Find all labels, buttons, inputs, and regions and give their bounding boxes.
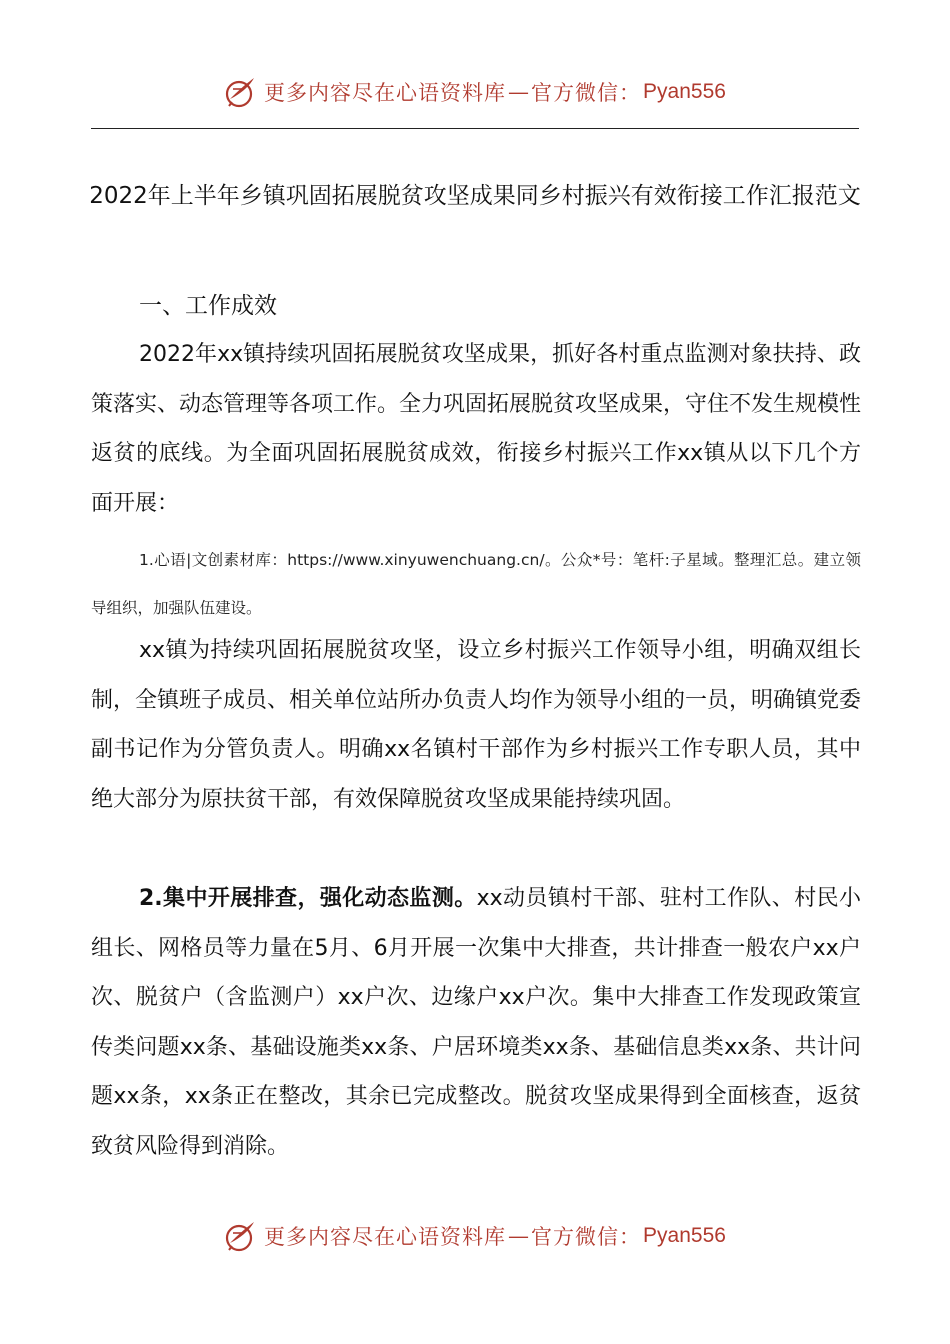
banner-contact-id: Pyan556: [643, 1224, 726, 1247]
banner-slogan: 更多内容尽在心语资料库: [264, 81, 507, 105]
footer-banner: [0, 1216, 950, 1256]
banner-contact-label: 官方微信：: [531, 1225, 642, 1249]
banner-contact-label: 官方微信：: [531, 81, 642, 105]
banner-separator: —: [508, 1224, 530, 1248]
document-title: 2022年上半年乡镇巩固拓展脱贫攻坚成果同乡村振兴有效衔接工作汇报范文: [89, 183, 861, 209]
paragraph-inspection-body: xx动员镇村干部、驻村工作队、村民小组长、网格员等力量在5月、6月开展一次集中大排查，共计排查一般农户xx户次、脱贫户（含监测户）xx户次、边缘户xx户次。集中大排查工作发现政策宣传类问题xx条、基础设施类xx条、户居环境类xx条、基础信息类xx条、共计问题xx条，xx条正在整改，其余已完成整改。脱贫攻坚成果得到全面核查，返贫致贫风险得到消除。: [91, 886, 861, 1159]
paragraph-organization: xx镇为持续巩固拓展脱贫攻坚，设立乡村振兴工作领导小组，明确双组长制，全镇班子成员、相关单位站所办负责人均作为领导小组的一员，明确镇党委副书记作为分管负责人。明确xx名镇村干部作为乡村振兴工作专职人员，其中绝大部分为原扶贫干部，有效保障脱贫攻坚成果能持续巩固。: [91, 638, 862, 812]
banner-contact-id: Pyan556: [643, 80, 726, 103]
quill-logo-icon: [224, 1219, 258, 1253]
quill-logo-icon: [224, 75, 258, 109]
source-note: 1.心语|文创素材库：https://www.xinyuwenchuang.cn/。公众*号：笔杆:子星域。整理汇总。建立领导组织，加强队伍建设。: [91, 551, 861, 617]
paragraph-intro: 2022年xx镇持续巩固拓展脱贫攻坚成果，抓好各村重点监测对象扶持、政策落实、动态管理等各项工作。全力巩固拓展脱贫攻坚成果，守住不发生规模性返贫的底线。为全面巩固拓展脱贫成效，衔接乡村振兴工作xx镇从以下几个方面开展：: [91, 342, 862, 516]
header-banner: [0, 72, 950, 112]
paragraph-lead-heading: 2.集中开展排查，强化动态监测。: [139, 886, 477, 911]
paragraph-inspection: [91, 874, 861, 1171]
section-heading: 一、工作成效: [139, 293, 277, 319]
banner-separator: —: [508, 80, 530, 104]
header-divider: [91, 128, 859, 129]
banner-slogan: 更多内容尽在心语资料库: [264, 1225, 507, 1249]
